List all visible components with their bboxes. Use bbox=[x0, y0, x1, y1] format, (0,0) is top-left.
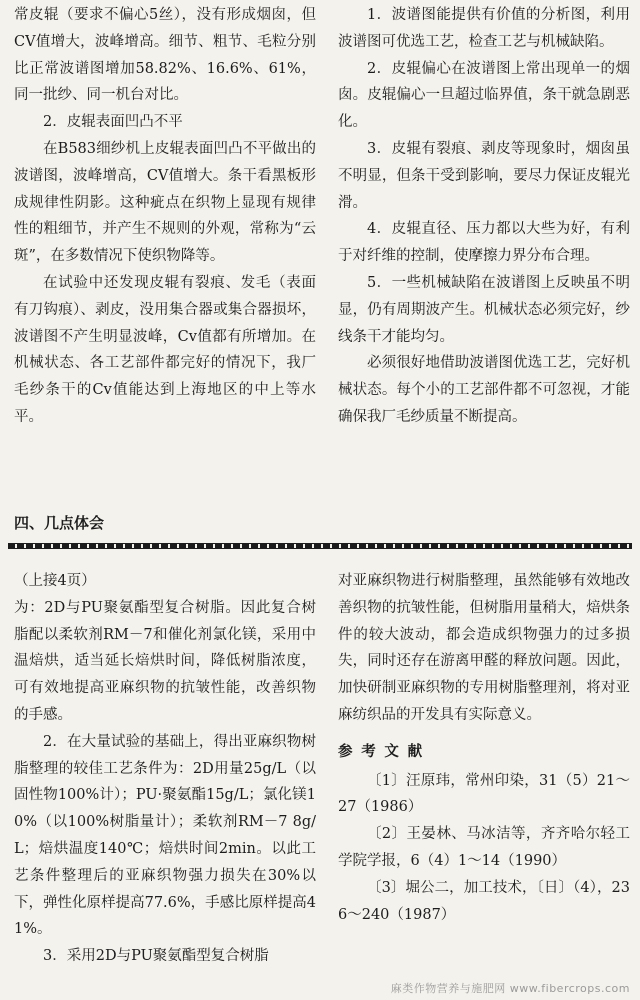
reference-item: 〔1〕汪原玮，常州印染，31（5）21～27（1986） bbox=[338, 772, 630, 816]
conclusion-item-5: 5．一些机械缺陷在波谱图上反映虽不明显，仍有周期波产生。机械状态必须完好，纱线条干才能均匀。 bbox=[338, 274, 630, 345]
paragraph: 必须很好地借助波谱图优选工艺，完好机械状态。每个小的工艺部件都不可忽视，才能确保我厂毛纱质量不断提高。 bbox=[338, 355, 630, 425]
paragraph: 2．在大量试验的基础上，得出亚麻织物树脂整理的较佳工艺条件为：2D用量25g/L（以固性物100%计）；PU·聚氨酯15g/L；氯化镁10%（以100%树脂量计）；柔软剂RM－7 8g/L；焙烘温度140℃；焙烘时间2min。以此工艺条件整理后的亚麻织物强力损失在30%以下，弹性化原样提高77.6%，手感比原样提高41%。 bbox=[14, 733, 316, 938]
bottom-left-column bbox=[14, 568, 316, 970]
top-right-column bbox=[338, 2, 630, 431]
watermark-text: 麻类作物营养与施肥网 www.fibercrops.com bbox=[390, 982, 630, 995]
bottom-right-column bbox=[338, 568, 630, 928]
reference-item: 〔3〕堀公二，加工技术，〔日〕（4），236～240（1987） bbox=[338, 879, 630, 923]
reference-item: 〔2〕王晏林、马冰洁等，齐齐哈尔轻工学院学报，6（4）1～14（1990） bbox=[338, 826, 630, 869]
continuation-note: （上接4页） bbox=[14, 573, 96, 589]
conclusion-item-1: 1．波谱图能提供有价值的分析图，利用波谱图可优选工艺，检查工艺与机械缺陷。 bbox=[338, 7, 630, 50]
paragraph: 对亚麻织物进行树脂整理，虽然能够有效地改善织物的抗皱性能，但树脂用量稍大，焙烘条件的较大波动，都会造成织物强力的过多损失，同时还存在游离甲醛的释放问题。因此，加快研制亚麻织物的专用树脂整理剂，将对亚麻纺织品的开发具有实际意义。 bbox=[338, 573, 630, 723]
references-title: 参考文献 bbox=[338, 742, 431, 760]
paragraph: 3．采用2D与PU聚氨酯型复合树脂 bbox=[43, 948, 269, 965]
article-divider bbox=[8, 543, 632, 549]
paragraph: 常皮辊（要求不偏心5丝），没有形成烟囱，但CV值增大，波峰增高。细节、粗节、毛粒分别比正常波谱图增加58.82%、16.6%、61%，同一批纱、同一机台对比。 bbox=[14, 7, 316, 104]
subheading: 2．皮辊表面凹凸不平 bbox=[43, 114, 183, 131]
paragraph: 在试验中还发现皮辊有裂痕、发毛（表面有刀钩痕）、剥皮，没用集合器或集合器损坏，波谱图不产生明显波峰，Cv值都有所增加。在机械状态、各工艺部件都完好的情况下，我厂毛纱条干的Cv值能达到上海地区的中上等水平。 bbox=[14, 274, 316, 425]
paragraph: 在B583细纱机上皮辊表面凹凸不平做出的波谱图，波峰增高，CV值增大。条干看黑板形成规律性阴影。这种疵点在织物上显现有规律性的粗细节，并产生不规则的外观，常称为“云斑”，在多数情况下使织物降等。 bbox=[14, 140, 316, 265]
conclusion-item-3: 3．皮辊有裂痕、剥皮等现象时，烟囱虽不明显，但条干受到影响，要尽力保证皮辊光滑。 bbox=[338, 140, 630, 211]
paragraph: 为：2D与PU聚氨酯型复合树脂。因此复合树脂配以柔软剂RM－7和催化剂氯化镁，采用中温焙烘，适当延长焙烘时间，降低树脂浓度，可有效地提高亚麻织物的抗皱性能，改善织物的手感。 bbox=[14, 599, 316, 723]
conclusion-item-4: 4．皮辊直径、压力都以大些为好，有利于对纤维的控制，使摩擦力界分布合理。 bbox=[338, 221, 630, 265]
section-heading: 四、几点体会 bbox=[14, 514, 105, 532]
top-left-column bbox=[14, 2, 316, 431]
conclusion-item-2: 2．皮辊偏心在波谱图上常出现单一的烟囱。皮辊偏心一旦超过临界值，条干就急剧恶化。 bbox=[338, 60, 630, 131]
